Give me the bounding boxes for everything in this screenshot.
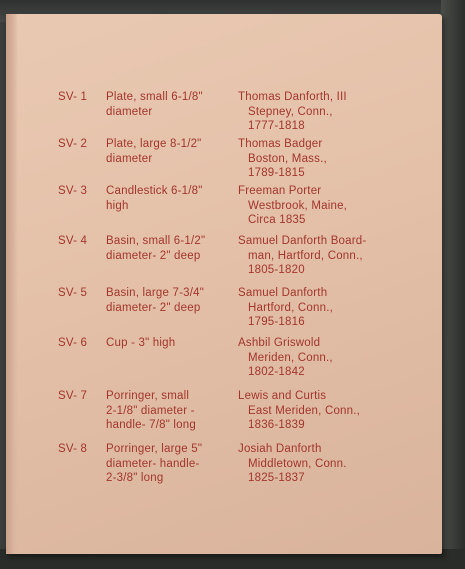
maker-location: East Meriden, Conn., [248,404,361,417]
maker-name: Thomas Danforth, III [238,91,347,103]
entry-item [106,90,234,119]
entry-code: SV- 5 [58,287,88,299]
maker-dates: 1789-1815 [248,167,305,179]
item-line: Porringer, large 5" [106,443,203,455]
entry-item [106,286,234,315]
catalog-page [6,14,442,554]
entry-code: SV- 2 [58,138,88,150]
maker-location: Stepney, Conn., [248,105,333,118]
entry-maker [238,90,436,134]
entry-item [106,184,234,213]
maker-dates: 1836-1839 [248,419,305,431]
entry-maker [238,389,436,433]
maker-name: Freeman Porter [238,185,322,197]
maker-name: Samuel Danforth Board- [238,235,367,247]
maker-name: Josiah Danforth [238,443,322,455]
maker-name: Samuel Danforth [238,287,328,299]
maker-location: man, Hartford, Conn., [248,249,363,262]
maker-name: Ashbil Griswold [238,337,321,349]
item-line: 2-1/8" diameter - [106,404,195,417]
entry-item [106,336,234,351]
entry-item [106,234,234,263]
maker-location: Hartford, Conn., [248,301,334,314]
entry-item [106,442,234,486]
entry-maker [238,336,436,380]
entry-code: SV- 4 [58,235,88,247]
item-line: Basin, large 7-3/4" [106,287,205,299]
maker-location: Middletown, Conn. [248,457,347,470]
item-line: Basin, small 6-1/2" [106,235,206,247]
entry-maker [238,442,436,486]
item-line: Plate, small 6-1/8" [106,91,203,103]
entry-code: SV- 1 [58,91,88,103]
item-line: diameter- 2" deep [106,301,201,314]
item-line: handle- 7/8" long [106,419,196,431]
maker-name: Thomas Badger [238,138,323,150]
maker-dates: Circa 1835 [248,214,306,226]
maker-location: Westbrook, Maine, [248,199,348,212]
entry-code: SV- 3 [58,185,88,197]
maker-dates: 1795-1816 [248,316,305,328]
item-line: 2-3/8" long [106,472,164,484]
entry-maker [238,137,436,181]
entry-maker [238,184,436,228]
backdrop-right [441,0,465,569]
entry-maker [238,234,436,278]
item-line: diameter [106,105,153,118]
item-line: diameter- 2" deep [106,249,201,262]
entry-code: SV- 8 [58,443,88,455]
maker-location: Meriden, Conn., [248,351,333,364]
maker-dates: 1802-1842 [248,366,305,378]
maker-dates: 1805-1820 [248,264,305,276]
entry-item [106,389,234,433]
maker-dates: 1777-1818 [248,120,305,132]
maker-name: Lewis and Curtis [238,390,327,402]
item-line: Porringer, small [106,390,190,402]
item-line: Plate, large 8-1/2" [106,138,202,150]
item-line: Candlestick 6-1/8" [106,185,203,197]
entry-code: SV- 6 [58,337,88,349]
item-line: diameter- handle- [106,457,200,470]
page-fold [6,14,18,554]
item-line: diameter [106,152,153,165]
entry-maker [238,286,436,330]
item-line: high [106,199,129,212]
entry-code: SV- 7 [58,390,88,402]
maker-location: Boston, Mass., [248,152,327,165]
item-line: Cup - 3" high [106,337,176,349]
maker-dates: 1825-1837 [248,472,305,484]
entry-item [106,137,234,166]
